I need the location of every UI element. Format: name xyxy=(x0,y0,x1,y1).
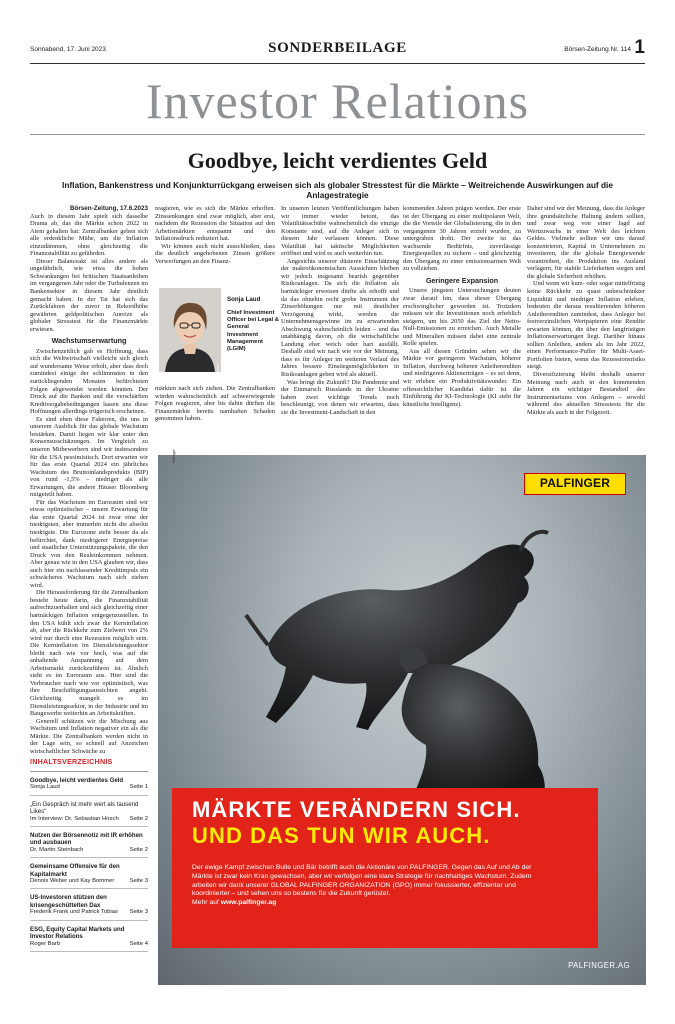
toc-item[interactable] xyxy=(30,827,148,858)
toc-item[interactable] xyxy=(30,858,148,889)
toc-item-title: Nutzen der Börsennotiz mit IR erhöhen und ausbauen xyxy=(30,832,143,847)
author-role: Chief Investment Officer bei Legal & General Investment Management (LGIM) xyxy=(227,310,280,353)
palfinger-logo xyxy=(524,473,626,495)
toc-item-author: Dr. Martin Steinbach xyxy=(30,846,84,853)
ad-body-gpo: GLOBAL PALFINGER ORGANIZATION (GPO) xyxy=(270,881,413,889)
article-headline: Goodbye, leicht verdientes Geld xyxy=(187,148,488,173)
paragraph: Zwischenzeitlich gab es Hoffnung, dass sich die Weltwirtschaft vielleicht sich gleich auf wundersame Weise erholt, aber dass doch zumindest einige der schlimmsten in den zurückliegenden Monaten befürchteten Folgen abgewendet werden könnten. Der Druck auf die Banken und die verschärften Kreditvergabebedingungen lassen uns diese Hoffnungen allerdings trügerisch erscheinen. xyxy=(30,347,148,416)
ad-body-more: Mehr auf xyxy=(192,899,219,907)
ad-website-link[interactable]: www.palfinger.ag xyxy=(220,899,277,907)
subheading: Wachstumserwartung xyxy=(51,336,127,346)
toc-item[interactable] xyxy=(30,889,148,920)
header-rule xyxy=(30,63,645,64)
paragraph: In unseren letzten Veröffentlichungen haben wir immer wieder betont, das Volatilitätsschübe wahrscheinlich die einzige Konstante sind, auf die Anleger sich in diesem Jahr verlassen können. Diese Volatilität hat taktische Möglichkeiten eröffnet und wird es auch weiterhin tun. xyxy=(281,205,399,258)
page-number: 1 xyxy=(634,37,645,58)
table-of-contents xyxy=(30,757,148,952)
toc-item-author: Roger Barb xyxy=(30,940,61,947)
paragraph: Unsere jüngsten Untersuchungen deuten zwar darauf hin, dass dieser Übergang erschwinglicher geworden ist. Trotzdem müssen wir die Investitionen noch erheblich steigern, um bis 2050 das Ziel der Netto-Null-Emissionen zu erreichen. Auch Metalle und Mineralien müssen dabei eine zentrale Rolle spielen. xyxy=(403,287,521,348)
ad-photo-credit: Palfinger xyxy=(172,449,176,463)
ad-body-part: immer fokussierter, effizienter und koordinierter – und sehen uns so bestens für die Zukunft gerüstet. xyxy=(192,881,516,898)
toc-item-author: Sonja Laud xyxy=(30,784,60,791)
paragraph: Die Herausforderung für die Zentralbanken besteht heute darin, die Finanzstabilität aufrechtzuerhalten und sich gleichzeitig einer hartnäckigen Inflation entgegenzustellen. In den USA kühlt sich zwar die Kerninflation ab, aber die Rückkehr zum Zielwert von 2% wird nur durch eine Rezession möglich sein. Die Kerninflation im Dienstleistungssektor bleibt nach wie vor hoch, was auf die anhaltende Anspannung auf dem Arbeitsmarkt zurückzuführen ist. Ähnlich sieht es im Euroraum aus. Hier sind die Verbraucher nach wie vor optimistisch, was ihre Beschäftigungsaussichten angeht. Gleichzeitig mangelt es im Dienstleistungssektor, in der Industrie und im Baugewerbe weiterhin an Arbeitskräften. xyxy=(30,589,148,718)
paragraph: Aus all diesen Gründen sehen wir die Märkte vor geringeren Wachstum, höherer Inflation, durchweg höheren Anleiherenditen und niedrigeren Aktienerträgen – es sei denn, wir erleben ein Produktivitätswunder. Ein offensichtlicher Kandidat dafür ist die Einführung der KI-Technologie (KI steht für künstliche Intelligenz). xyxy=(403,347,521,408)
paragraph: Was bringt die Zukunft? Die Pandemie und der Einmarsch Russlands in der Ukraine haben zwei wichtige Trends noch beschleunigt, von denen wir erwarten, dass sie die Investment-Landschaft in den xyxy=(281,378,399,416)
toc-item[interactable] xyxy=(30,921,148,952)
issue-date: Sonnabend, 17. Juni 2023 xyxy=(30,46,106,53)
toc-item-title: Gemeinsame Offensive für den Kapitalmarkt xyxy=(30,863,120,878)
bull-and-bear-sculpture-image xyxy=(228,495,588,825)
toc-item-page: Seite 1 xyxy=(129,784,148,791)
toc-item-author: Frederik Frank und Patrick Tobias xyxy=(30,909,118,916)
toc-item-title: US-Investoren stützen den krisengeschüttelten Dax xyxy=(30,894,107,909)
article-column-2 xyxy=(155,205,275,285)
paragraph: Für das Wachstum im Euroraum sind wir etwas optimistischer – unsere Erwartung für das erste Quartal 2024 ist zwar eine der niedrigsten, aber immerhin nicht die absolut niedrigste. Die Eurozone steht besser da als befürchtet, dank niedrigerer Energiepreise und staatlicher Unterstützungspakete, die den Druck von den Realeinkommen nehmen. Aber genau wie in den USA glauben wir, dass auch hier ein nachlassender Kreditimpuls ein schwächeres Wachstum nach sich ziehen wird. xyxy=(30,498,148,589)
section-title: SONDERBEILAGE xyxy=(268,40,407,56)
toc-title: INHALTSVERZEICHNIS xyxy=(30,757,148,772)
toc-item-author: Dennis Weber und Kay Bommer xyxy=(30,878,115,885)
paragraph: märkten nach sich ziehen. Die Zentralbanken würden wahrscheinlich auf schwerwiegende Folgen reagieren, aber bis dahin dürften die Finanzmärkte bereits namhaften Schaden genommen haben. xyxy=(155,385,275,423)
toc-item-author: Im Interview: Dr. Sebastian Hirsch xyxy=(30,815,119,822)
ad-message-box xyxy=(172,788,598,948)
paragraph: Dieser Balanceakt ist alles andere als ungefährlich, wie etwa die hohen Schwankungen bei britischen Staatsanleihen im vergangenen Jahr oder die Turbulenzen im Bankensektor in diesem Jahr deutlich gemacht haben. In der Tat hat sich das Zurückfahren der zuvor in Rekordhöhe gewährten geldpolitischen Anreize als globaler Stresstest für die Finanzmärkte erwiesen. xyxy=(30,257,148,333)
author-portrait-image xyxy=(159,288,221,372)
author-name: Sonja Laud xyxy=(227,296,261,303)
ad-body-part: Der ewige Kampf zwischen Bulle und Bär betrifft auch die Aktionäre von PALFINGER. Gegen das Auf und Ab der Märkte ist zwar kein Kran gewachsen, aber wir verfolgen eine klare Strategie für nachhaltiges Wachstum. Zudem arbeiten wir dank unserer xyxy=(192,864,532,889)
palfinger-advertisement[interactable] xyxy=(158,449,646,985)
article-column-3 xyxy=(281,205,399,450)
toc-item[interactable] xyxy=(30,772,148,796)
paragraph: kommenden Jahren prägen werden. Der erste ist der Übergang zu einer multipolaren Welt, die die Vorteile der Globalisierung, die in den vergangenen 30 Jahren erzielt wurden, zu untergraben droht. Der zweite ist das wachsende Bedürfnis, zuverlässige Energiequellen zu sichern – und gleichzeitig den Übergang zu einer emissionsarmen Welt zu vollziehen. xyxy=(403,205,521,273)
ad-footer-url[interactable]: PALFINGER.AG xyxy=(568,961,630,970)
paragraph: Daher sind wir der Meinung, dass die Anleger ihre grundsätzliche Haltung ändern sollten, und zwar weg von einer Jagd auf Wertzuwachs in einer Welt des leichten Geldes. Vielmehr sollten wir uns darauf konzentrieren, Kapital in Unternehmen zu investieren, die die globale Energiewende vorantreiben, die Produktion ins Ausland verlagern, für stabile Lieferketten sorgen und die globale Sicherheit erhöhen. xyxy=(527,205,645,280)
article-column-4 xyxy=(403,205,521,450)
logo-text: PALFINGER xyxy=(539,476,611,490)
article-column-2-continued xyxy=(155,385,275,445)
article-column-5 xyxy=(527,205,645,450)
author-photo xyxy=(159,288,221,388)
paragraph: Angesichts unserer düsteren Einschätzung der makroökonomischen Aussichten bleiben wir jedoch insgesamt bearish gegenüber Risikoanlagen. Da sich die Inflation als hartnäckiger erweisen dürfte als erhofft und da das ohnehin recht grobe Instrument der Zinserhöhungen nur mit deutlicher Verzögerung wirkt, werden die Unternehmensgewinne im zu erwartenden Abschwung wahrscheinlich leiden – und das unabhängig davon, ob die wirtschaftliche Landung eher weich oder hart ausfällt. Deshalb sind wir nach wie vor der Meinung, dass es für Anleger im weiteren Verlauf des Jahres bessere Einstiegsmöglichkeiten in Risikoanlagen geben wird als aktuell. xyxy=(281,257,399,379)
author-box xyxy=(155,288,280,388)
masthead: Investor Relations xyxy=(145,73,530,129)
ad-headline-line-2: UND DAS TUN WIR AUCH. xyxy=(192,823,491,848)
toc-item-page: Seite 3 xyxy=(129,878,148,885)
toc-item-page: Seite 4 xyxy=(129,940,148,947)
toc-item-page: Seite 2 xyxy=(129,846,148,853)
toc-item-title: ESG, Equity Capital Markets und Investor Relations xyxy=(30,925,125,941)
article-column-1 xyxy=(30,205,148,753)
paragraph: Diversifizierung bleibt deshalb unserer Meinung nach auch in den kommenden Jahren ein wichtiger Bestandteil des Instrumentariums von Anlegern – sowohl während des aktuellen Stresstests für die Märkte als auch in der Folgezeit. xyxy=(527,371,645,416)
page-header xyxy=(30,38,645,64)
toc-item-page: Seite 2 xyxy=(129,815,148,822)
ad-body-text xyxy=(192,864,532,908)
toc-item-title: Goodbye, leicht verdientes Geld xyxy=(30,777,124,784)
paragraph: Und wenn wir kurz- oder sogar mittelfristig keine Rückkehr zu quasi unbeschränkter Liquidität und niedriger Inflation erleben, bedeuten die daraus resultierenden höheren Anleiherenditen zumindest, dass Anleger bei festverzinslichen Wertpapieren eine Rendite erwarten können, die über den langfristigen Inflationserwartungen liegt. Darüber hinaus sollten Anleihen, anders als im Jahr 2022, einen Performance-Puffer für Multi-Asset-Portfolien bieten, wenn das Rezessionsrisiko steigt. xyxy=(527,280,645,371)
paragraph: Auch in diesem Jahr spielt sich dasselbe Drama ab, das die Märkte schon 2022 in Atem gehalten hat: Zentralbanker geben sich alle erdenkliche Mühe, um die Inflation einzudämmen, ohne gleichzeitig die Finanzstabilität zu gefährden. xyxy=(30,212,148,258)
photo-credit: Christian Kaiser xyxy=(216,364,220,388)
article-subheadline: Inflation, Bankenstress und Konjunkturrückgang erweisen sich als globaler Stresstest für die Märkte – Weitreichende Auswirkungen auf die Anlagestrategie xyxy=(62,180,613,200)
masthead-rule xyxy=(30,134,645,135)
paragraph: Es sind eben diese Faktoren, die uns in unserem Ausblick für das globale Wachstum bestärken. Damit liegen wir klar unter den Konsensusschätzungen. Im Vergleich zu unseren Mitbewerbern sind wir insbesondere für die USA pessimistisch. Dort erwarten wir für das erste Quartal 2024 ein jährliches Wachstum des Bruttoinlandsprodukts (BIP) von rund -1,5% – niedriger als alle Erwartungen, die andere Häuser Bloomberg mitgeteilt haben. xyxy=(30,415,148,499)
paragraph: reagieren, wie es sich die Märkte erhoffen. Zinssenkungen sind zwar möglich, aber erst, nachdem die Rezession die Situation auf den Arbeitsmärkten entspannt und den Inflationsdruck reduziert hat. xyxy=(155,205,275,243)
toc-item-title: „Ein Gespräch ist mehr wert als tausend Likes“ xyxy=(30,800,139,816)
toc-item-page: Seite 3 xyxy=(129,909,148,916)
paragraph: Wir können auch nicht ausschließen, dass die deutlich angehobenen Zinsen größere Verwerfungen an den Finanz- xyxy=(155,242,275,265)
ad-headline-line-1: MÄRKTE VERÄNDERN SICH. xyxy=(192,797,521,822)
paper-issue: Börsen-Zeitung Nr. 114 xyxy=(564,46,631,53)
toc-item[interactable] xyxy=(30,796,148,827)
paragraph: Generell schätzen wir die Mischung aus Wachstum und Inflation negativer ein als die Märkte. Die Zentralbanken werden nicht in der Lage sein, so schnell auf Anzeichen wirtschaftlicher Schwäche zu xyxy=(30,717,148,755)
dateline: Börsen-Zeitung, 17.6.2023 xyxy=(69,205,148,212)
subheading: Geringere Expansion xyxy=(425,275,499,285)
